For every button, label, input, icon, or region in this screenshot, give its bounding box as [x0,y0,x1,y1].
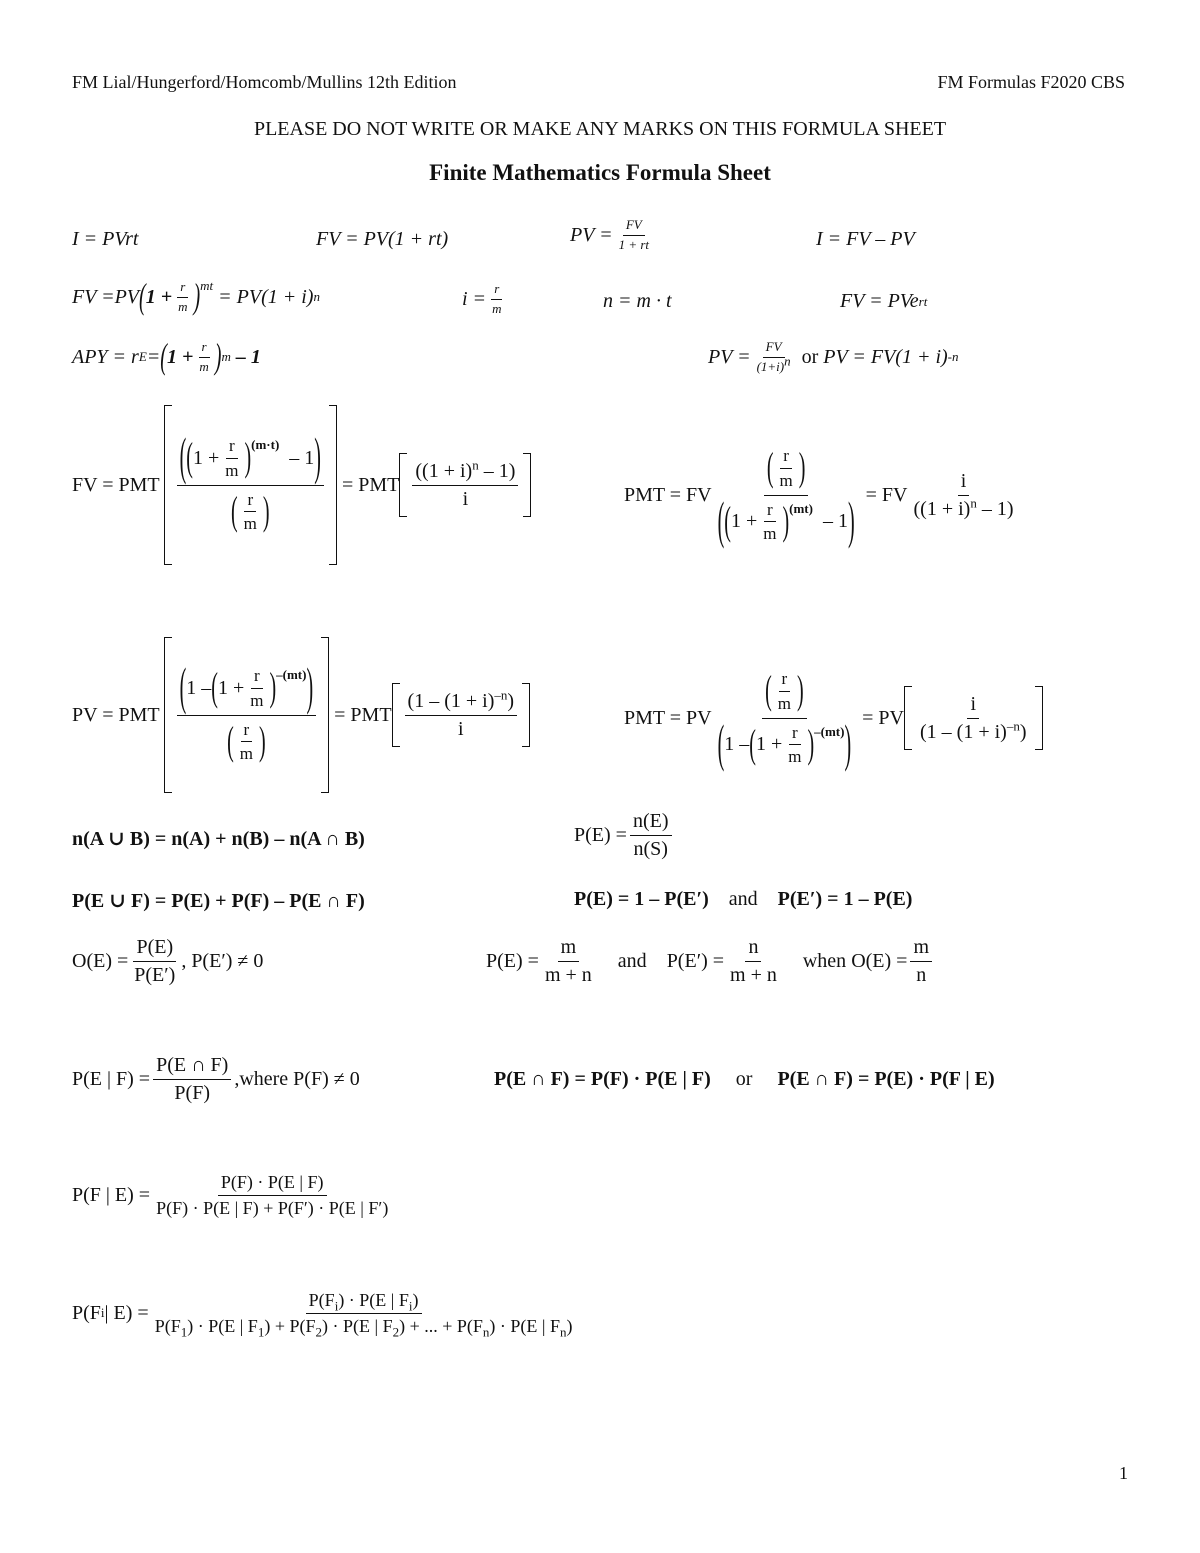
formula-union-rule-probability: P(E ∪ F) = P(E) + P(F) – P(E ∩ F) [72,890,365,912]
page-number: 1 [1119,1463,1128,1483]
formula-periodic-rate: i = $\frac{r}{m}$ [462,281,502,316]
formula-union-rule-sets: n(A ∪ B) = n(A) + n(B) – n(A ∩ B) [72,828,365,850]
formula-probability-definition: P(E) = $\frac{n(E)}{n(S)}$ [574,810,675,861]
formula-bayes-two-events: P(F | E) = $\frac{P(F) \cdot P(E | F)}{P(F) \cdot P(E | F) + P(F') \cdot P(E | F')}$ [72,1172,389,1218]
formula-sinking-fund-pmt: PMT = FV ( $\frac{r}{m}$ ) ( ( 1 + $\frac{r}{m}$ ) (mt) – 1 ) = FV $\frac{i}{((1 + i)^n - 1)}$ [624,446,1014,551]
notice: PLEASE DO NOT WRITE OR MAKE ANY MARKS ON THIS FORMULA SHEET [253,118,947,140]
formula-annuity-fv: FV = PMT ( ( 1 + $\frac{r}{m}$ ) (m·t) – 1 ) ( $\frac{r}{m}$ ) = PMT $\frac{((1 + i)^n - 1)}{i}$ [72,400,531,570]
formula-compound-pv: PV = $\frac{FV}{(1+i)^n}$ or PV = FV(1 + i) -n [708,339,959,374]
formula-simple-fv: FV = PV(1 + rt) [316,228,449,250]
formula-continuous-fv: FV = PVe rt [840,290,928,312]
formula-interest-difference: I = FV – PV [816,228,915,250]
formula-complement-rule: P(E) = 1 – P(E′) and P(E′) = 1 – P(E) [574,888,913,910]
formula-simple-pv: PV = $\frac{FV}{1 + rt}$ [570,217,650,252]
formula-amortization-pmt: PMT = PV ( $\frac{r}{m}$ ) ( 1 – ( 1 + $\frac{r}{m}$ ) –(mt) ) = PV $\frac{i}{(1 - (1 + i)^{-n})}$ [624,648,1043,788]
formula-apy: APY = r E = ( 1 + $\frac{r}{m}$ ) m – 1 [72,337,261,378]
formula-number-of-periods: n = m · t [603,290,672,312]
sheet-title: Finite Mathematics Formula Sheet [429,160,771,185]
formula-simple-interest: I = PVrt [72,228,139,250]
formula-odds-to-probability: P(E) = $\frac{m}{m + n}$ and P(E′) = $\frac{n}{m + n}$ when O(E) = $\frac{m}{n}$ [486,936,935,987]
formula-compound-fv: FV =PV ( 1 + $\frac{r}{m}$ ) mt = PV(1 + i) n [72,277,320,318]
formula-annuity-pv: PV = PMT ( 1 – ( 1 + $\frac{r}{m}$ ) –(mt) ) ( $\frac{r}{m}$ ) = PMT $\frac{(1 - (1 + i)^{-n})}{i}$ [72,632,530,798]
header-right: FM Formulas F2020 CBS [937,72,1125,92]
formula-bayes-general: P(F i | E) = $P(F_i) \cdot P(E$ | $F_i$) $P(F_1) \cdot P(E$ | $F_1) + P(F_2) \cdot P(E$ | $F_2$) + ... + $P(F_n) \cdot P(E$ | $F_n$) [72,1290,573,1340]
formula-odds: O(E) = $\frac{P(E)}{P(E')}$ , P(E′) ≠ 0 [72,936,264,986]
formula-conditional-probability: P(E | F) = $\frac{P(E \cap F)}{P(F)}$ , where P(F) ≠ 0 [72,1054,360,1104]
formula-product-rule: P(E ∩ F) = P(F) · P(E | F) or P(E ∩ F) = P(E) · P(F | E) [494,1068,995,1090]
header-left: FM Lial/Hungerford/Homcomb/Mullins 12th Edition [72,72,457,92]
